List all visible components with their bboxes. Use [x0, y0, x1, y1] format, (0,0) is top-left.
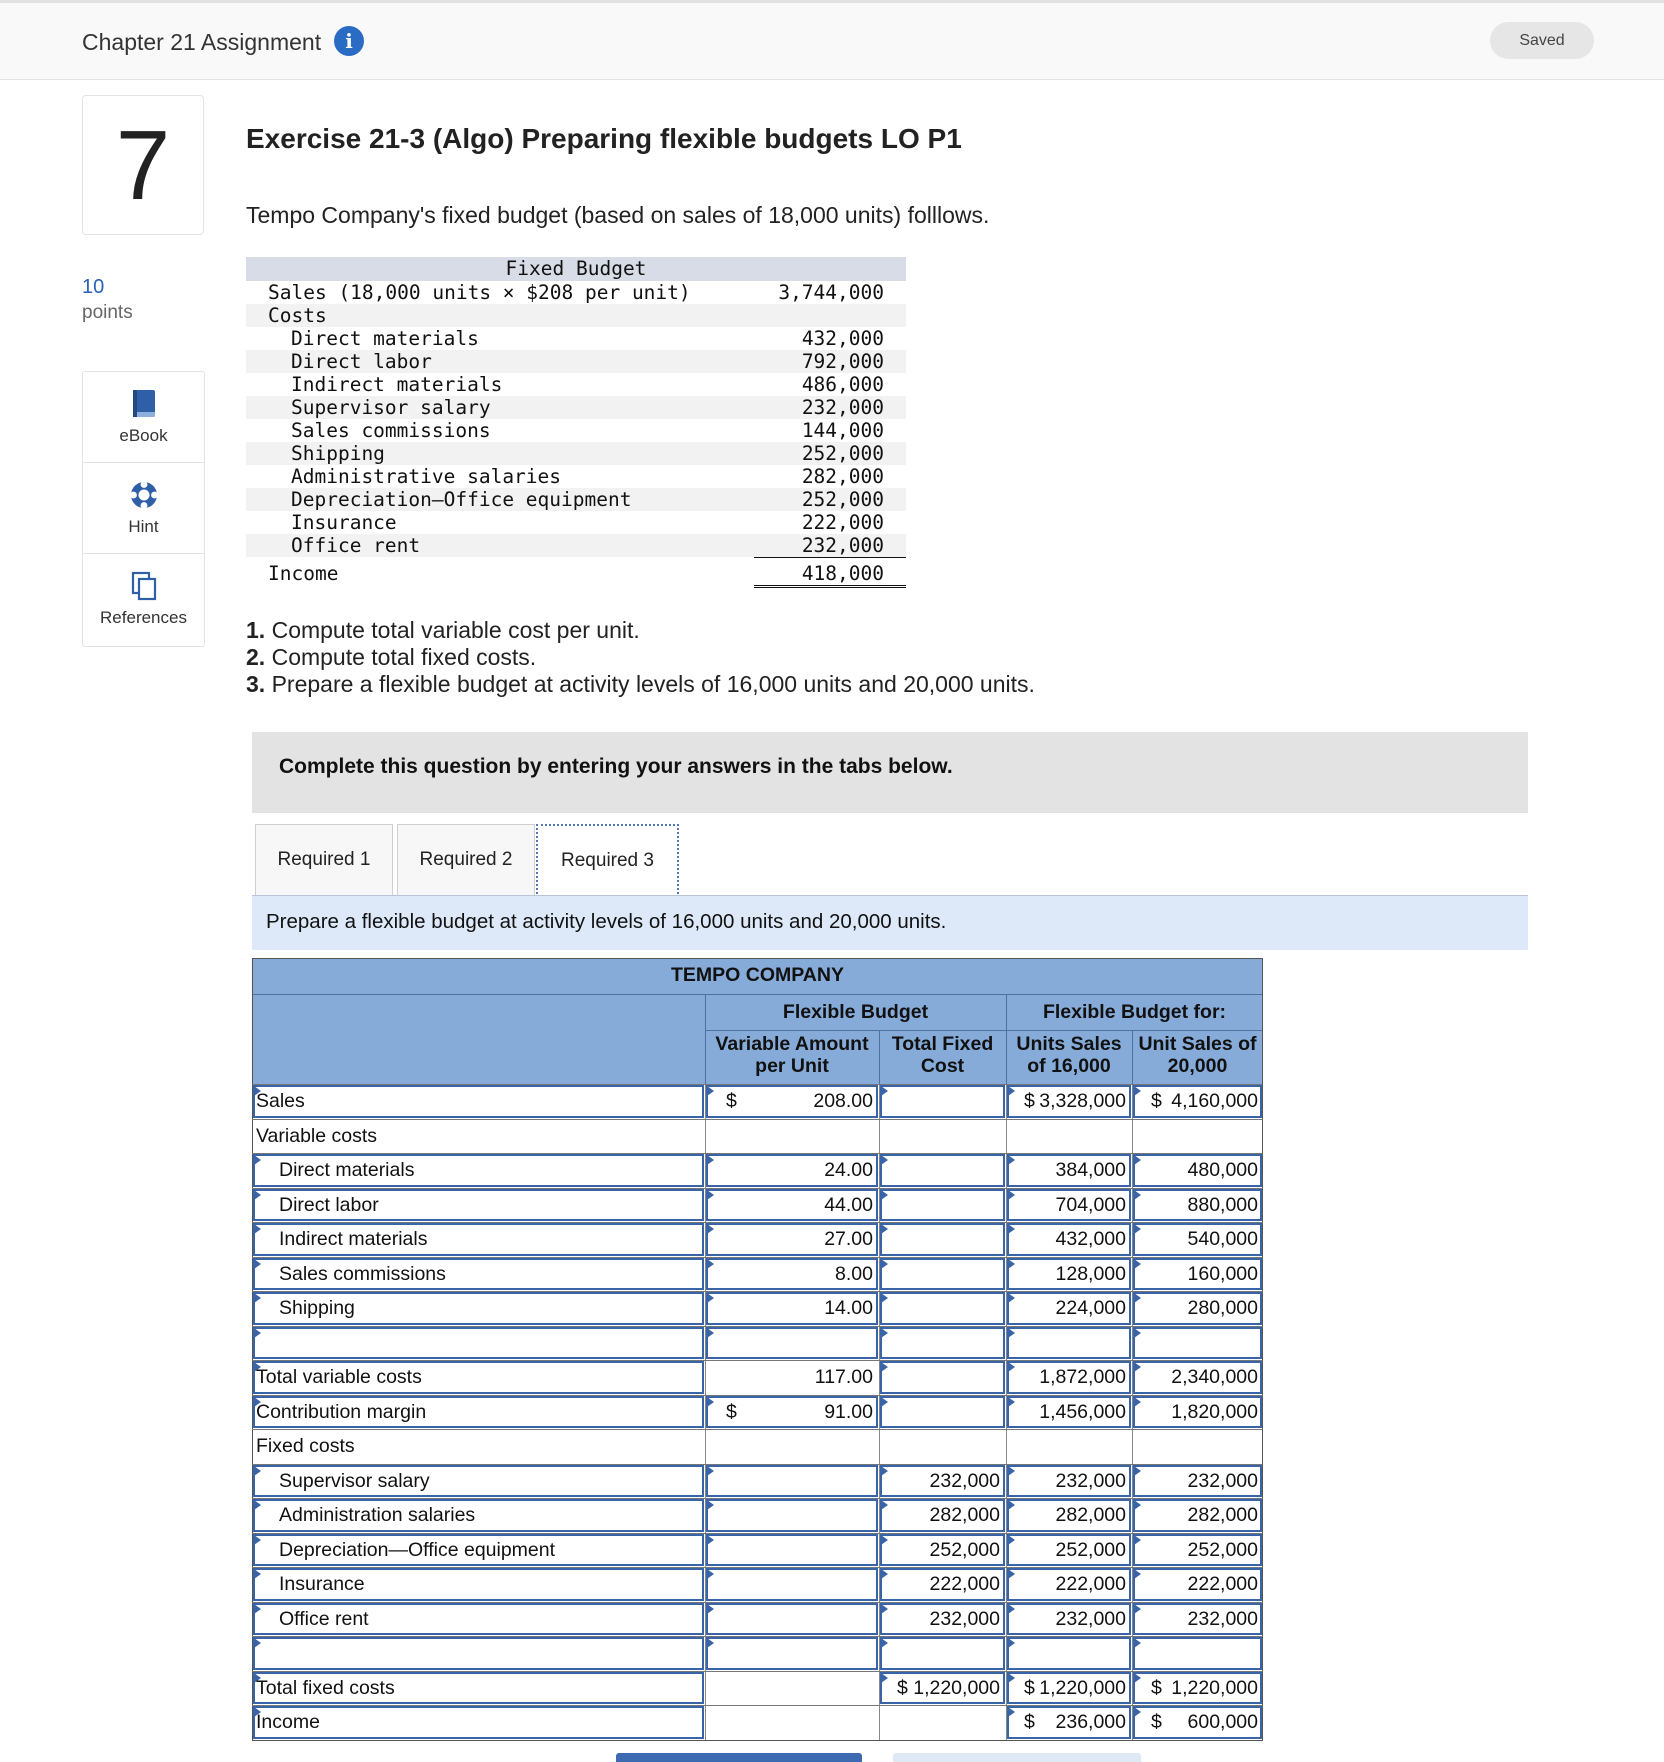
header-divider — [1006, 994, 1007, 1084]
fixed-budget-label: Direct labor — [291, 350, 432, 373]
dropdown-marker — [707, 1328, 714, 1338]
fixed-budget-row — [246, 281, 906, 304]
row-label: Total fixed costs — [256, 1676, 395, 1699]
tab-required-1[interactable]: Required 1 — [255, 824, 393, 896]
fixed-dollar-sign: $ — [897, 1676, 908, 1699]
fixed-budget-label: Direct materials — [291, 327, 479, 350]
units-20000-value: 1,220,000 — [1171, 1676, 1258, 1699]
fixed-cost-input[interactable] — [880, 1327, 1005, 1360]
dropdown-marker — [707, 1500, 714, 1510]
fixed-cost-input[interactable] — [880, 1258, 1005, 1291]
row-label: Sales — [256, 1090, 305, 1112]
row-divider — [252, 1119, 1263, 1120]
company-name: TEMPO COMPANY — [671, 964, 844, 986]
dropdown-marker — [254, 1328, 261, 1338]
row-label-input[interactable] — [253, 1706, 704, 1739]
units-20000-value: 540,000 — [1187, 1228, 1258, 1250]
fixed-budget-label: Costs — [268, 304, 327, 327]
fixed-cost-input[interactable] — [880, 1396, 1005, 1429]
dropdown-marker — [881, 1259, 888, 1269]
instructions-list — [246, 617, 1035, 698]
fixed-budget-value: 252,000 — [801, 442, 884, 465]
fixed-budget-label: Depreciation—Office equipment — [291, 488, 632, 511]
row-label: Direct labor — [279, 1193, 379, 1216]
book-icon — [129, 388, 159, 420]
dropdown-marker — [881, 1190, 888, 1200]
points-value: 10 — [82, 276, 105, 298]
row-label-input[interactable] — [253, 1637, 704, 1670]
variable-amount-value: 91.00 — [824, 1400, 873, 1423]
dropdown-marker — [1008, 1328, 1015, 1338]
variable-amount-value: 8.00 — [835, 1262, 873, 1285]
units-16000-dollar-sign: $ — [1024, 1711, 1035, 1733]
units-20000-value: 600,000 — [1187, 1711, 1258, 1733]
units-16000-value: 384,000 — [1055, 1159, 1126, 1181]
fixed-budget-row — [246, 304, 906, 327]
fixed-budget-row — [246, 442, 906, 465]
prepare-text: Prepare a flexible budget at activity levels of 16,000 units and 20,000 units. — [266, 910, 947, 933]
fixed-budget-row — [246, 419, 906, 442]
variable-amount-input[interactable] — [706, 1499, 878, 1532]
units-20000-dollar-sign: $ — [1151, 1711, 1162, 1733]
fixed-budget-label: Administrative salaries — [291, 465, 562, 488]
units-16000-input[interactable] — [1007, 1327, 1131, 1360]
units-16000-dollar-sign: $ — [1024, 1090, 1035, 1112]
fixed-budget-label: Office rent — [291, 534, 421, 557]
dropdown-marker — [254, 1466, 261, 1476]
units-20000-value: 252,000 — [1187, 1538, 1258, 1561]
variable-amount-value: 208.00 — [813, 1090, 873, 1112]
fixed-budget-label: Sales commissions — [291, 419, 491, 442]
previous-required-button[interactable] — [616, 1753, 862, 1762]
variable-amount-value: 24.00 — [824, 1159, 873, 1181]
units-16000-value: 1,456,000 — [1039, 1400, 1126, 1423]
fixed-cost-input[interactable] — [880, 1223, 1005, 1256]
units-20000-value: 232,000 — [1187, 1469, 1258, 1492]
row-label: Office rent — [279, 1607, 369, 1630]
dropdown-marker — [254, 1638, 261, 1648]
instruction-text: Compute total fixed costs. — [265, 644, 537, 670]
fixed-cost-input[interactable] — [880, 1154, 1005, 1187]
fixed-budget-value: 232,000 — [754, 534, 906, 558]
dropdown-marker — [1134, 1638, 1141, 1648]
units-16000-value: 704,000 — [1055, 1193, 1126, 1216]
fixed-budget-row — [246, 488, 906, 511]
row-label: Fixed costs — [256, 1435, 355, 1457]
fixed-budget-value: 144,000 — [801, 419, 884, 442]
row-label: Income — [256, 1711, 320, 1733]
dropdown-marker — [881, 1086, 888, 1096]
fixed-budget-row — [246, 534, 906, 557]
ebook-label: eBook — [119, 426, 168, 445]
dropdown-marker — [254, 1155, 261, 1165]
fixed-cost-input[interactable] — [880, 1189, 1005, 1222]
fixed-budget-row — [246, 373, 906, 396]
dropdown-marker — [254, 1224, 261, 1234]
dropdown-marker — [707, 1638, 714, 1648]
dropdown-marker — [1008, 1638, 1015, 1648]
prepare-banner — [252, 896, 1528, 950]
variable-amount-input[interactable] — [706, 1465, 878, 1498]
row-label: Direct materials — [279, 1159, 415, 1181]
row-label: Administration salaries — [279, 1504, 476, 1526]
units-20000-value: 2,340,000 — [1171, 1366, 1258, 1388]
row-label: Depreciation—Office equipment — [279, 1538, 556, 1561]
assignment-title: Chapter 21 Assignment — [82, 29, 322, 55]
fixed-budget-label: Supervisor salary — [291, 396, 491, 419]
dropdown-marker — [881, 1293, 888, 1303]
variable-amount-input[interactable] — [706, 1568, 878, 1601]
units-20000-value: 1,820,000 — [1171, 1400, 1258, 1423]
units-20000-input[interactable] — [1133, 1637, 1262, 1670]
points-label: points — [82, 302, 133, 323]
table-border — [252, 1740, 1263, 1741]
row-label: Supervisor salary — [279, 1469, 430, 1492]
units-20000-value: 280,000 — [1187, 1297, 1258, 1319]
fixed-cost-input[interactable] — [880, 1361, 1005, 1394]
total-fixed-cost-header: Total Fixed Cost — [891, 1033, 994, 1077]
question-number: 7 — [82, 95, 204, 235]
variable-dollar-sign: $ — [726, 1090, 737, 1112]
units-20000-value: 222,000 — [1187, 1573, 1258, 1595]
top-bar — [0, 3, 1664, 80]
tab-required-3[interactable]: Required 3 — [536, 824, 679, 898]
complete-text: Complete this question by entering your answers in the tabs below. — [279, 755, 953, 778]
row-label: Insurance — [279, 1573, 365, 1595]
variable-amount-value: 117.00 — [814, 1366, 873, 1388]
dropdown-marker — [881, 1328, 888, 1338]
header-divider — [1132, 1030, 1133, 1084]
units-20000-value: 4,160,000 — [1171, 1090, 1258, 1112]
variable-amount-value: 27.00 — [824, 1228, 873, 1250]
fixed-cost-value: 1,220,000 — [913, 1676, 1000, 1699]
units-20000-value: 160,000 — [1187, 1262, 1258, 1285]
units-16000-value: 236,000 — [1055, 1711, 1126, 1733]
variable-amount-input[interactable] — [706, 1327, 878, 1360]
variable-amount-value: 14.00 — [824, 1297, 873, 1319]
row-label-input[interactable] — [253, 1085, 704, 1118]
instruction-number: 2. — [246, 644, 266, 670]
tools-panel — [82, 371, 205, 647]
fixed-cost-value: 252,000 — [929, 1538, 1000, 1561]
flexible-budget-for-group-header: Flexible Budget for: — [1042, 1001, 1227, 1023]
fixed-budget-value: 418,000 — [754, 562, 906, 588]
dropdown-marker — [254, 1604, 261, 1614]
hint-button[interactable] — [83, 463, 204, 554]
units-20000-dollar-sign: $ — [1151, 1676, 1162, 1699]
row-label: Sales commissions — [279, 1262, 446, 1285]
units-16000-value: 232,000 — [1055, 1469, 1126, 1492]
instruction-item — [246, 617, 1035, 644]
hint-label: Hint — [128, 517, 159, 536]
variable-amount-header: Variable Amount per Unit — [715, 1033, 869, 1077]
complete-banner — [252, 732, 1528, 813]
references-label: References — [100, 608, 187, 627]
instruction-item — [246, 644, 1035, 671]
instruction-text: Prepare a flexible budget at activity levels of 16,000 units and 20,000 units. — [265, 671, 1035, 697]
fixed-budget-row — [246, 327, 906, 350]
dropdown-marker — [881, 1224, 888, 1234]
header-divider — [705, 1030, 1263, 1031]
fixed-budget-label: Insurance — [291, 511, 397, 534]
row-label-input[interactable] — [253, 1327, 704, 1360]
tab-required-2[interactable]: Required 2 — [397, 824, 535, 896]
table-border — [1262, 958, 1263, 1740]
fixed-budget-row — [246, 396, 906, 419]
dropdown-marker — [254, 1293, 261, 1303]
dropdown-marker — [1134, 1328, 1141, 1338]
saved-status-badge: Saved — [1490, 22, 1594, 59]
exercise-title: Exercise 21-3 (Algo) Preparing flexible budgets LO P1 — [246, 123, 962, 154]
ebook-button[interactable] — [83, 372, 204, 463]
fixed-budget-label: Shipping — [291, 442, 385, 465]
units-16000-value: 232,000 — [1055, 1607, 1126, 1630]
dropdown-marker — [881, 1638, 888, 1648]
units-16000-value: 252,000 — [1055, 1538, 1126, 1561]
fixed-budget-label: Sales (18,000 units × $208 per unit) — [268, 281, 691, 304]
table-border — [252, 958, 1263, 959]
dropdown-marker — [881, 1155, 888, 1165]
fixed-budget-row — [246, 511, 906, 534]
instruction-number: 3. — [246, 671, 266, 697]
units-16000-header: Units Sales of 16,000 — [1016, 1033, 1122, 1077]
dropdown-marker — [254, 1500, 261, 1510]
units-16000-input[interactable] — [1007, 1637, 1131, 1670]
header-divider — [252, 994, 1263, 995]
units-16000-value: 3,328,000 — [1039, 1090, 1126, 1112]
flexible-budget-group-header: Flexible Budget — [782, 1001, 929, 1023]
variable-amount-input[interactable] — [706, 1637, 878, 1670]
row-label: Variable costs — [256, 1124, 378, 1147]
fixed-cost-input[interactable] — [880, 1637, 1005, 1670]
fixed-budget-row — [246, 562, 906, 585]
dropdown-marker — [881, 1362, 888, 1372]
row-label: Shipping — [279, 1297, 355, 1319]
info-icon[interactable]: i — [334, 26, 364, 56]
units-20000-value: 880,000 — [1187, 1193, 1258, 1216]
dropdown-marker — [707, 1466, 714, 1476]
units-20000-value: 480,000 — [1187, 1159, 1258, 1181]
lifebuoy-icon — [129, 479, 159, 511]
copy-documents-icon — [129, 570, 159, 602]
units-20000-value: 232,000 — [1187, 1607, 1258, 1630]
fixed-budget-label: Income — [268, 562, 339, 585]
fixed-cost-value: 282,000 — [929, 1504, 1000, 1526]
fixed-budget-row — [246, 350, 906, 373]
units-20000-dollar-sign: $ — [1151, 1090, 1162, 1112]
variable-amount-value: 44.00 — [824, 1193, 873, 1216]
dropdown-marker — [881, 1397, 888, 1407]
fixed-budget-value: 792,000 — [801, 350, 884, 373]
dropdown-marker — [254, 1259, 261, 1269]
variable-amount-input[interactable] — [706, 1534, 878, 1567]
fixed-cost-value: 232,000 — [929, 1607, 1000, 1630]
units-16000-value: 282,000 — [1055, 1504, 1126, 1526]
fixed-cost-value: 232,000 — [929, 1469, 1000, 1492]
fixed-budget-label: Indirect materials — [291, 373, 503, 396]
units-16000-value: 222,000 — [1055, 1573, 1126, 1595]
units-16000-dollar-sign: $ — [1024, 1676, 1035, 1699]
dropdown-marker — [707, 1535, 714, 1545]
units-20000-input[interactable] — [1133, 1327, 1262, 1360]
units-16000-value: 1,872,000 — [1039, 1366, 1126, 1388]
instruction-number: 1. — [246, 617, 266, 643]
row-divider — [252, 1429, 1263, 1430]
next-required-button[interactable] — [893, 1753, 1141, 1762]
dropdown-marker — [254, 1569, 261, 1579]
fixed-cost-input[interactable] — [880, 1292, 1005, 1325]
dropdown-marker — [254, 1190, 261, 1200]
row-label: Total variable costs — [256, 1366, 422, 1388]
fixed-budget-header: Fixed Budget — [246, 257, 906, 281]
variable-dollar-sign: $ — [726, 1400, 737, 1423]
row-label: Contribution margin — [256, 1400, 427, 1423]
fixed-cost-input[interactable] — [880, 1085, 1005, 1118]
fixed-budget-row — [246, 465, 906, 488]
header-divider — [879, 1030, 880, 1084]
units-20000-header: Unit Sales of 20,000 — [1138, 1033, 1257, 1077]
fixed-budget-value: 232,000 — [801, 396, 884, 419]
exercise-intro: Tempo Company's fixed budget (based on sales of 18,000 units) folllows. — [246, 202, 990, 228]
fixed-budget-value: 432,000 — [801, 327, 884, 350]
fixed-budget-value: 282,000 — [801, 465, 884, 488]
instruction-item — [246, 671, 1035, 698]
instruction-text: Compute total variable cost per unit. — [265, 617, 640, 643]
fixed-budget-value: 486,000 — [801, 373, 884, 396]
units-16000-value: 224,000 — [1055, 1297, 1126, 1319]
units-20000-value: 282,000 — [1187, 1504, 1258, 1526]
dropdown-marker — [254, 1535, 261, 1545]
fixed-budget-value: 222,000 — [801, 511, 884, 534]
fixed-budget-table — [246, 257, 906, 585]
header-divider — [705, 994, 706, 1084]
fixed-budget-value: 252,000 — [801, 488, 884, 511]
variable-amount-input[interactable] — [706, 1603, 878, 1636]
units-16000-value: 1,220,000 — [1039, 1676, 1126, 1699]
dropdown-marker — [707, 1569, 714, 1579]
fixed-cost-value: 222,000 — [929, 1573, 1000, 1595]
references-button[interactable] — [83, 554, 204, 646]
units-16000-value: 128,000 — [1055, 1262, 1126, 1285]
row-label: Indirect materials — [279, 1228, 428, 1250]
dropdown-marker — [707, 1604, 714, 1614]
flexible-budget-table — [252, 958, 1263, 1737]
fixed-budget-value: 3,744,000 — [778, 281, 884, 304]
units-16000-value: 432,000 — [1055, 1228, 1126, 1250]
